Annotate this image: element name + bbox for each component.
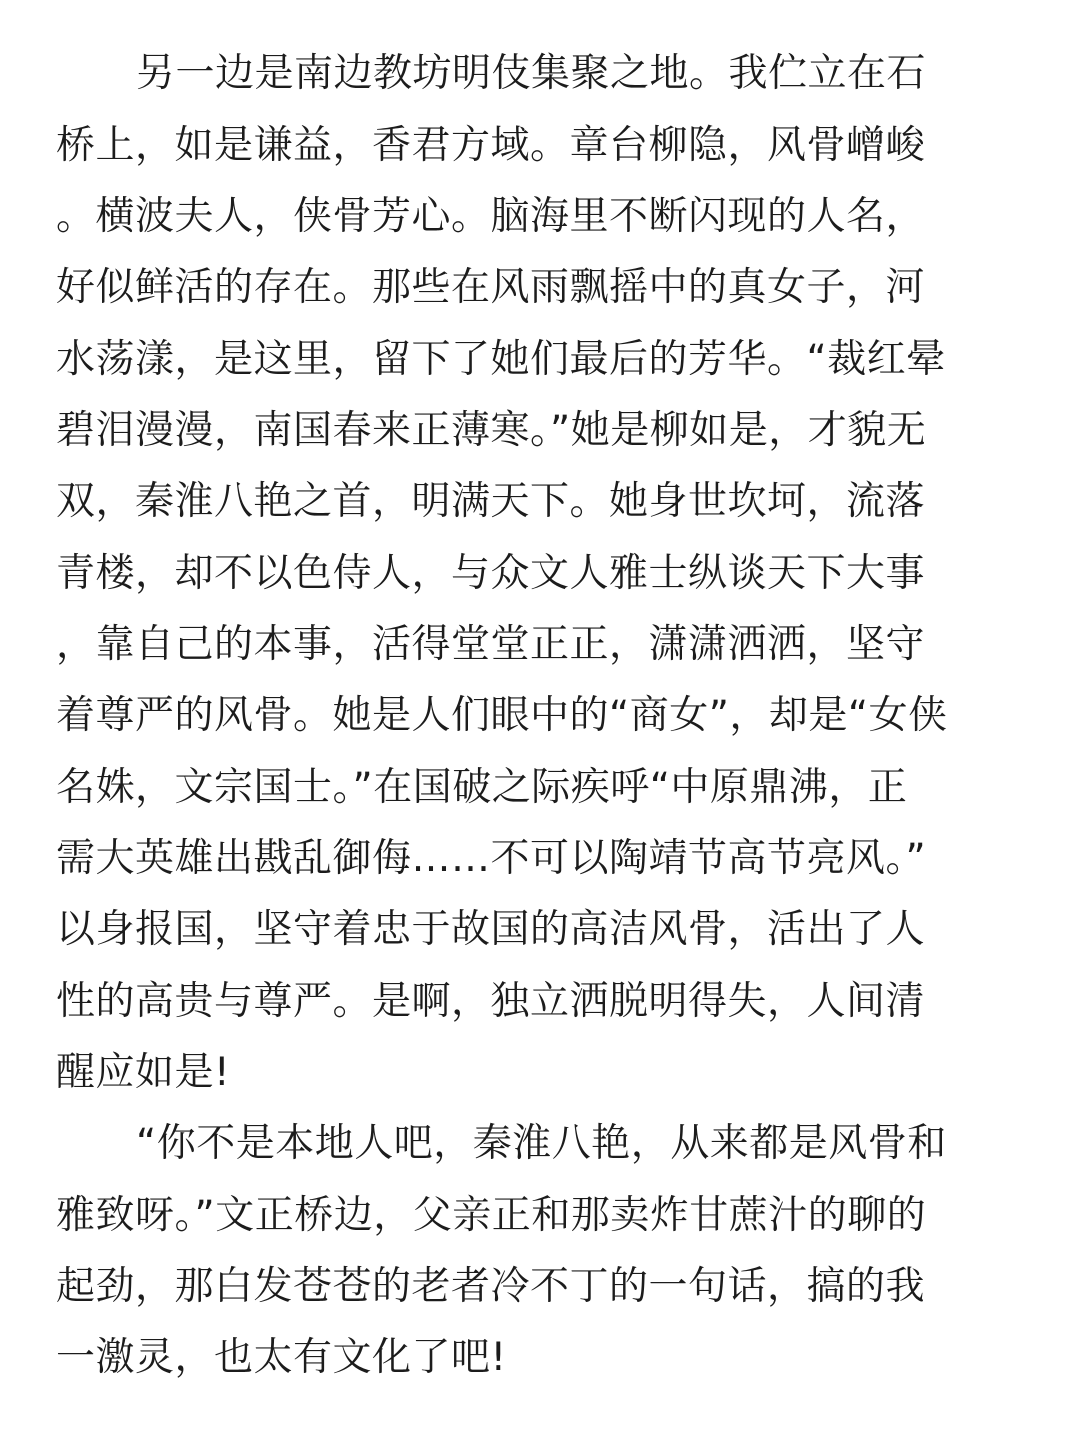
text-line: 青楼，却不以色侍人，与众文人雅士纵谈天下大事 (56, 551, 926, 596)
text-line: 另一边是南边教坊明伎集聚之地。我伫立在石 (136, 51, 927, 96)
text-line: 着尊严的风骨。她是人们眼中的“商女”，却是“女侠 (56, 693, 948, 738)
text-line: 名姝，文宗国士。”在国破之际疾呼“中原鼎沸，正 (56, 765, 908, 810)
text-line: 起劲，那白发苍苍的老者冷不丁的一句话，搞的我 (56, 1264, 926, 1309)
text-line: 性的高贵与尊严。是啊，独立洒脱明得失，人间清 (56, 979, 926, 1024)
text-line: 好似鲜活的存在。那些在风雨飘摇中的真女子，河 (56, 265, 926, 310)
text-line: 一激灵，也太有文化了吧! (56, 1335, 507, 1380)
text-line: 双，秦淮八艳之首，明满天下。她身世坎坷，流落 (56, 479, 926, 524)
text-line: “你不是本地人吧，秦淮八艳，从来都是风骨和 (136, 1121, 947, 1166)
text-line: 需大英雄出戡乱御侮……不可以陶靖节高节亮风。” (56, 836, 927, 881)
text-line: 醒应如是! (56, 1050, 231, 1095)
text-line: ，靠自己的本事，活得堂堂正正，潇潇洒洒，坚守 (56, 622, 926, 667)
text-line: 。横波夫人，侠骨芳心。脑海里不断闪现的人名， (56, 194, 926, 239)
text-line: 碧泪漫漫，南国春来正薄寒。”她是柳如是，才貌无 (56, 408, 927, 453)
text-line: 桥上，如是谦益，香君方域。章台柳隐，风骨嶒峻 (56, 123, 926, 168)
text-line: 雅致呀。”文正桥边，父亲正和那卖炸甘蔗汁的聊的 (56, 1193, 927, 1238)
text-line: 水荡漾，是这里，留下了她们最后的芳华。“裁红晕 (56, 337, 946, 382)
text-line: 以身报国，坚守着忠于故国的高洁风骨，活出了人 (56, 907, 926, 952)
